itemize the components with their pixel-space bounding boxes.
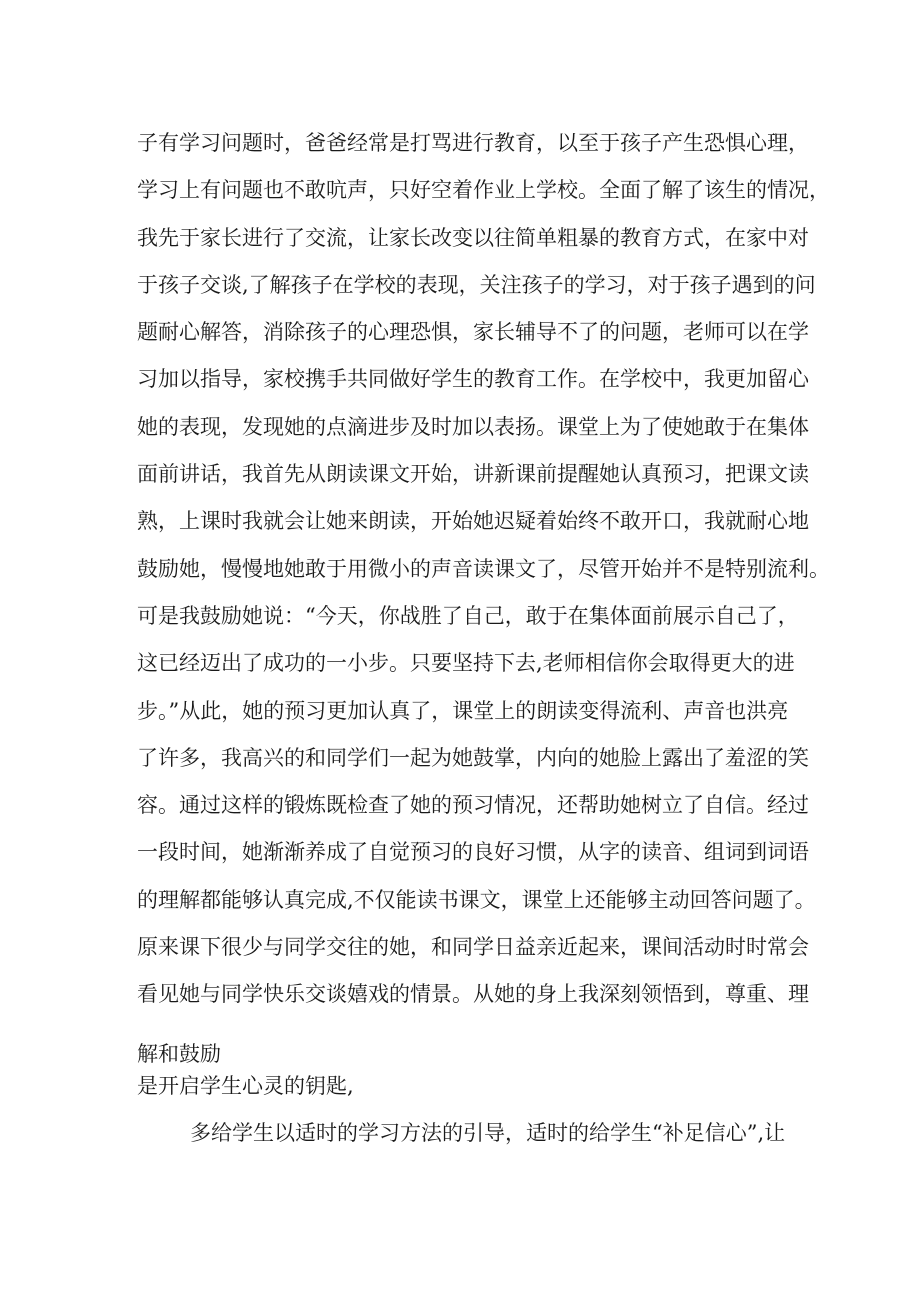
text-line: 学习上有问题也不敢吭声，只好空着作业上学校。全面了解了该生的情况， [137,178,830,203]
text-line: 熟，上课时我就会让她来朗读，开始她迟疑着始终不敢开口，我就耐心地 [137,509,809,534]
text-line: 看见她与同学快乐交谈嬉戏的情景。从她的身上我深刻领悟到，尊重、理 [137,982,809,1007]
text-line: 容。通过这样的锻炼既检查了她的预习情况，还帮助她树立了自信。经过 [137,793,809,818]
text-line: 的理解都能够认真完成,不仅能读书课文，课堂上还能够主动回答问题了。 [137,887,816,912]
text-line: 鼓励她，慢慢地她敢于用微小的声音读课文了，尽管开始并不是特别流利。 [137,556,830,581]
text-line: 步。”从此，她的预习更加认真了，课堂上的朗读变得流利、声音也洪亮 [137,698,789,723]
text-line: 了许多，我高兴的和同学们一起为她鼓掌，内向的她脸上露出了羞涩的笑 [137,745,809,770]
text-line: 面前讲话，我首先从朗读课文开始，讲新课前提醒她认真预习，把课文读 [137,462,809,487]
paragraph-tail [137,1038,797,1102]
text-line: 她的表现，发现她的点滴进步及时加以表扬。课堂上为了使她敢于在集体 [137,414,809,439]
text-line: 一段时间，她渐渐养成了自觉预习的良好习惯，从字的读音、组词到词语 [137,840,809,865]
text-line: 解和鼓励 [137,1042,221,1066]
indented-paragraph-line: 多给学生以适时的学习方法的引导，适时的给学生“补足信心”,让 [190,1121,786,1145]
text-line: 这已经迈出了成功的一小步。只要坚持下去,老师相信你会取得更大的进 [137,651,795,676]
text-line: 子有学习问题时，爸爸经常是打骂进行教育，以至于孩子产生恐惧心理， [137,131,809,155]
text-line: 题耐心解答，消除孩子的心理恐惧，家长辅导不了的问题，老师可以在学 [137,320,809,345]
body-paragraph [137,120,830,1019]
text-line: 可是我鼓励她说：“今天，你战胜了自己，敢于在集体面前展示自己了， [137,603,799,628]
text-line: 原来课下很少与同学交往的她，和同学日益亲近起来，课间活动时时常会 [137,935,809,960]
text-line: 习加以指导，家校携手共同做好学生的教育工作。在学校中，我更加留心 [137,367,809,392]
text-line: 我先于家长进行了交流，让家长改变以往简单粗暴的教育方式，在家中对 [137,225,809,250]
text-line: 于孩子交谈,了解孩子在学校的表现，关注孩子的学习，对于孩子遇到的问 [137,272,816,297]
text-line: 是开启学生心灵的钥匙, [137,1074,354,1098]
